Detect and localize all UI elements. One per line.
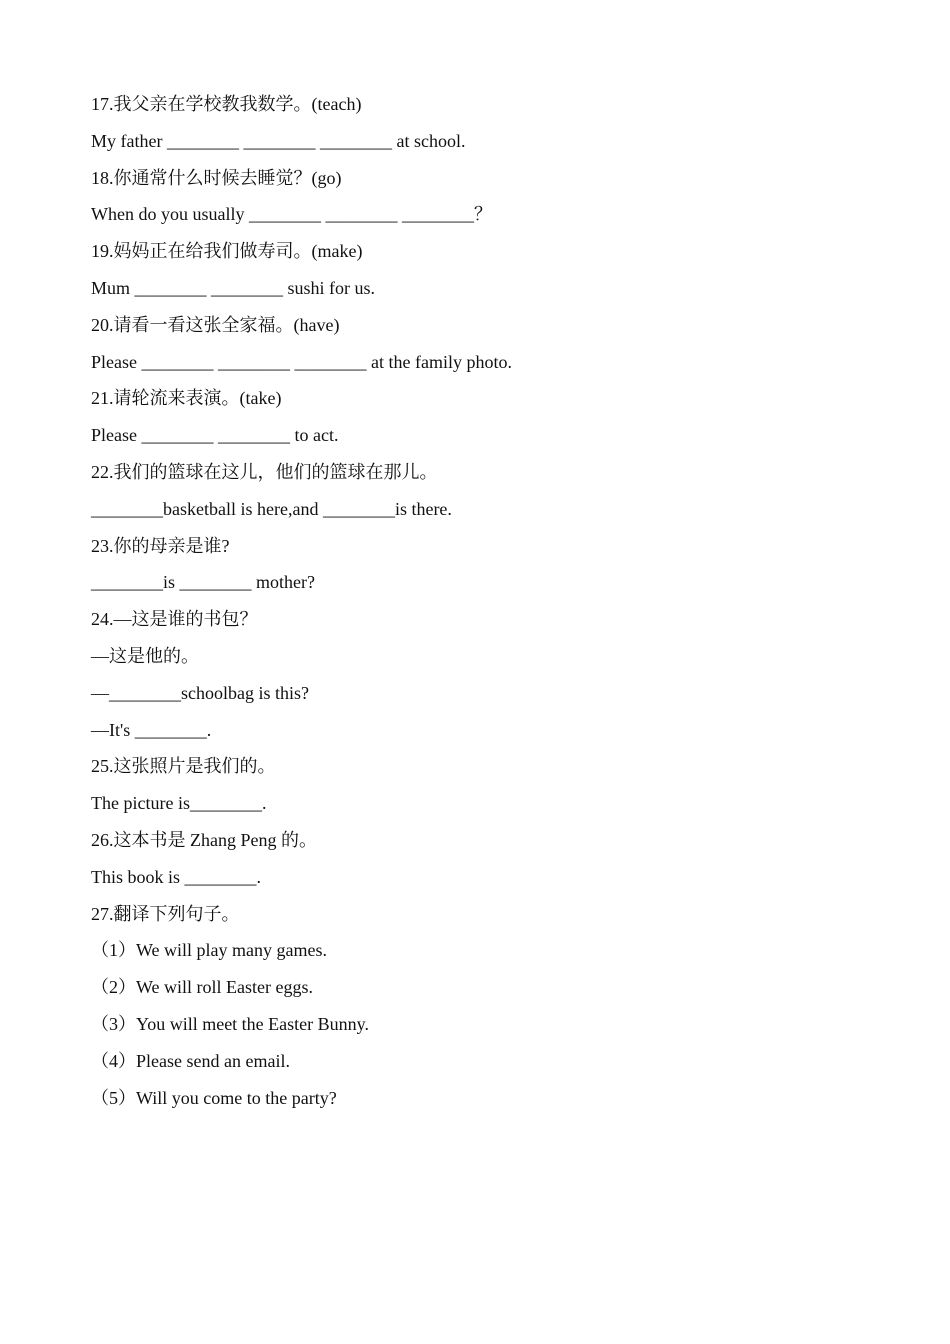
question-17-prompt: 17.我父亲在学校教我数学。(teach): [91, 94, 362, 114]
question-27-prompt: 27.翻译下列句子。: [91, 903, 240, 924]
question-25-fill-blank: The picture is________.: [91, 793, 267, 814]
question-18-prompt: 18.你通常什么时候去睡觉？(go): [91, 167, 342, 188]
question-27-item-1: （1）We will play many games.: [91, 940, 328, 961]
question-22-prompt: 22.我们的篮球在这儿，他们的篮球在那儿。: [91, 461, 438, 482]
question-20-prompt: 20.请看一看这张全家福。(have): [91, 314, 340, 335]
question-24-prompt-a: 24.—这是谁的书包？: [91, 609, 258, 630]
question-23-prompt: 23.你的母亲是谁?: [91, 535, 230, 556]
worksheet-page: [91, 90, 871, 1120]
question-27-item-2: （2）We will roll Easter eggs.: [91, 977, 314, 998]
question-25-prompt: 25.这张照片是我们的。: [91, 756, 276, 777]
question-19-prompt: 19.妈妈正在给我们做寿司。(make): [91, 241, 363, 262]
question-22-fill-blank: ________basketball is here,and ________is there.: [91, 498, 452, 519]
question-26-prompt: 26.这本书是 Zhang Peng 的。: [91, 829, 317, 850]
question-19-fill-blank: Mum ________ ________ sushi for us.: [91, 277, 376, 298]
question-27-item-4: （4）Please send an email.: [91, 1050, 290, 1071]
question-21-fill-blank: Please ________ ________ to act.: [91, 425, 339, 446]
question-27-item-5: （5）Will you come to the party?: [91, 1087, 337, 1108]
question-26-fill-blank: This book is ________.: [91, 866, 262, 887]
question-20-fill-blank: Please ________ ________ ________ at the family photo.: [91, 351, 512, 372]
question-21-prompt: 21.请轮流来表演。(take): [91, 388, 282, 409]
question-17-fill-blank: My father ________ ________ ________ at school.: [91, 130, 466, 151]
question-27-item-3: （3）You will meet the Easter Bunny.: [91, 1013, 369, 1034]
question-24-fill-blank-a: —________schoolbag is this?: [91, 682, 309, 703]
question-23-fill-blank: ________is ________ mother?: [91, 572, 315, 593]
question-24-prompt-b: —这是他的。: [91, 645, 199, 666]
question-24-fill-blank-b: —It's ________.: [91, 719, 212, 740]
question-18-fill-blank: When do you usually ________ ________ ________？: [91, 204, 492, 225]
